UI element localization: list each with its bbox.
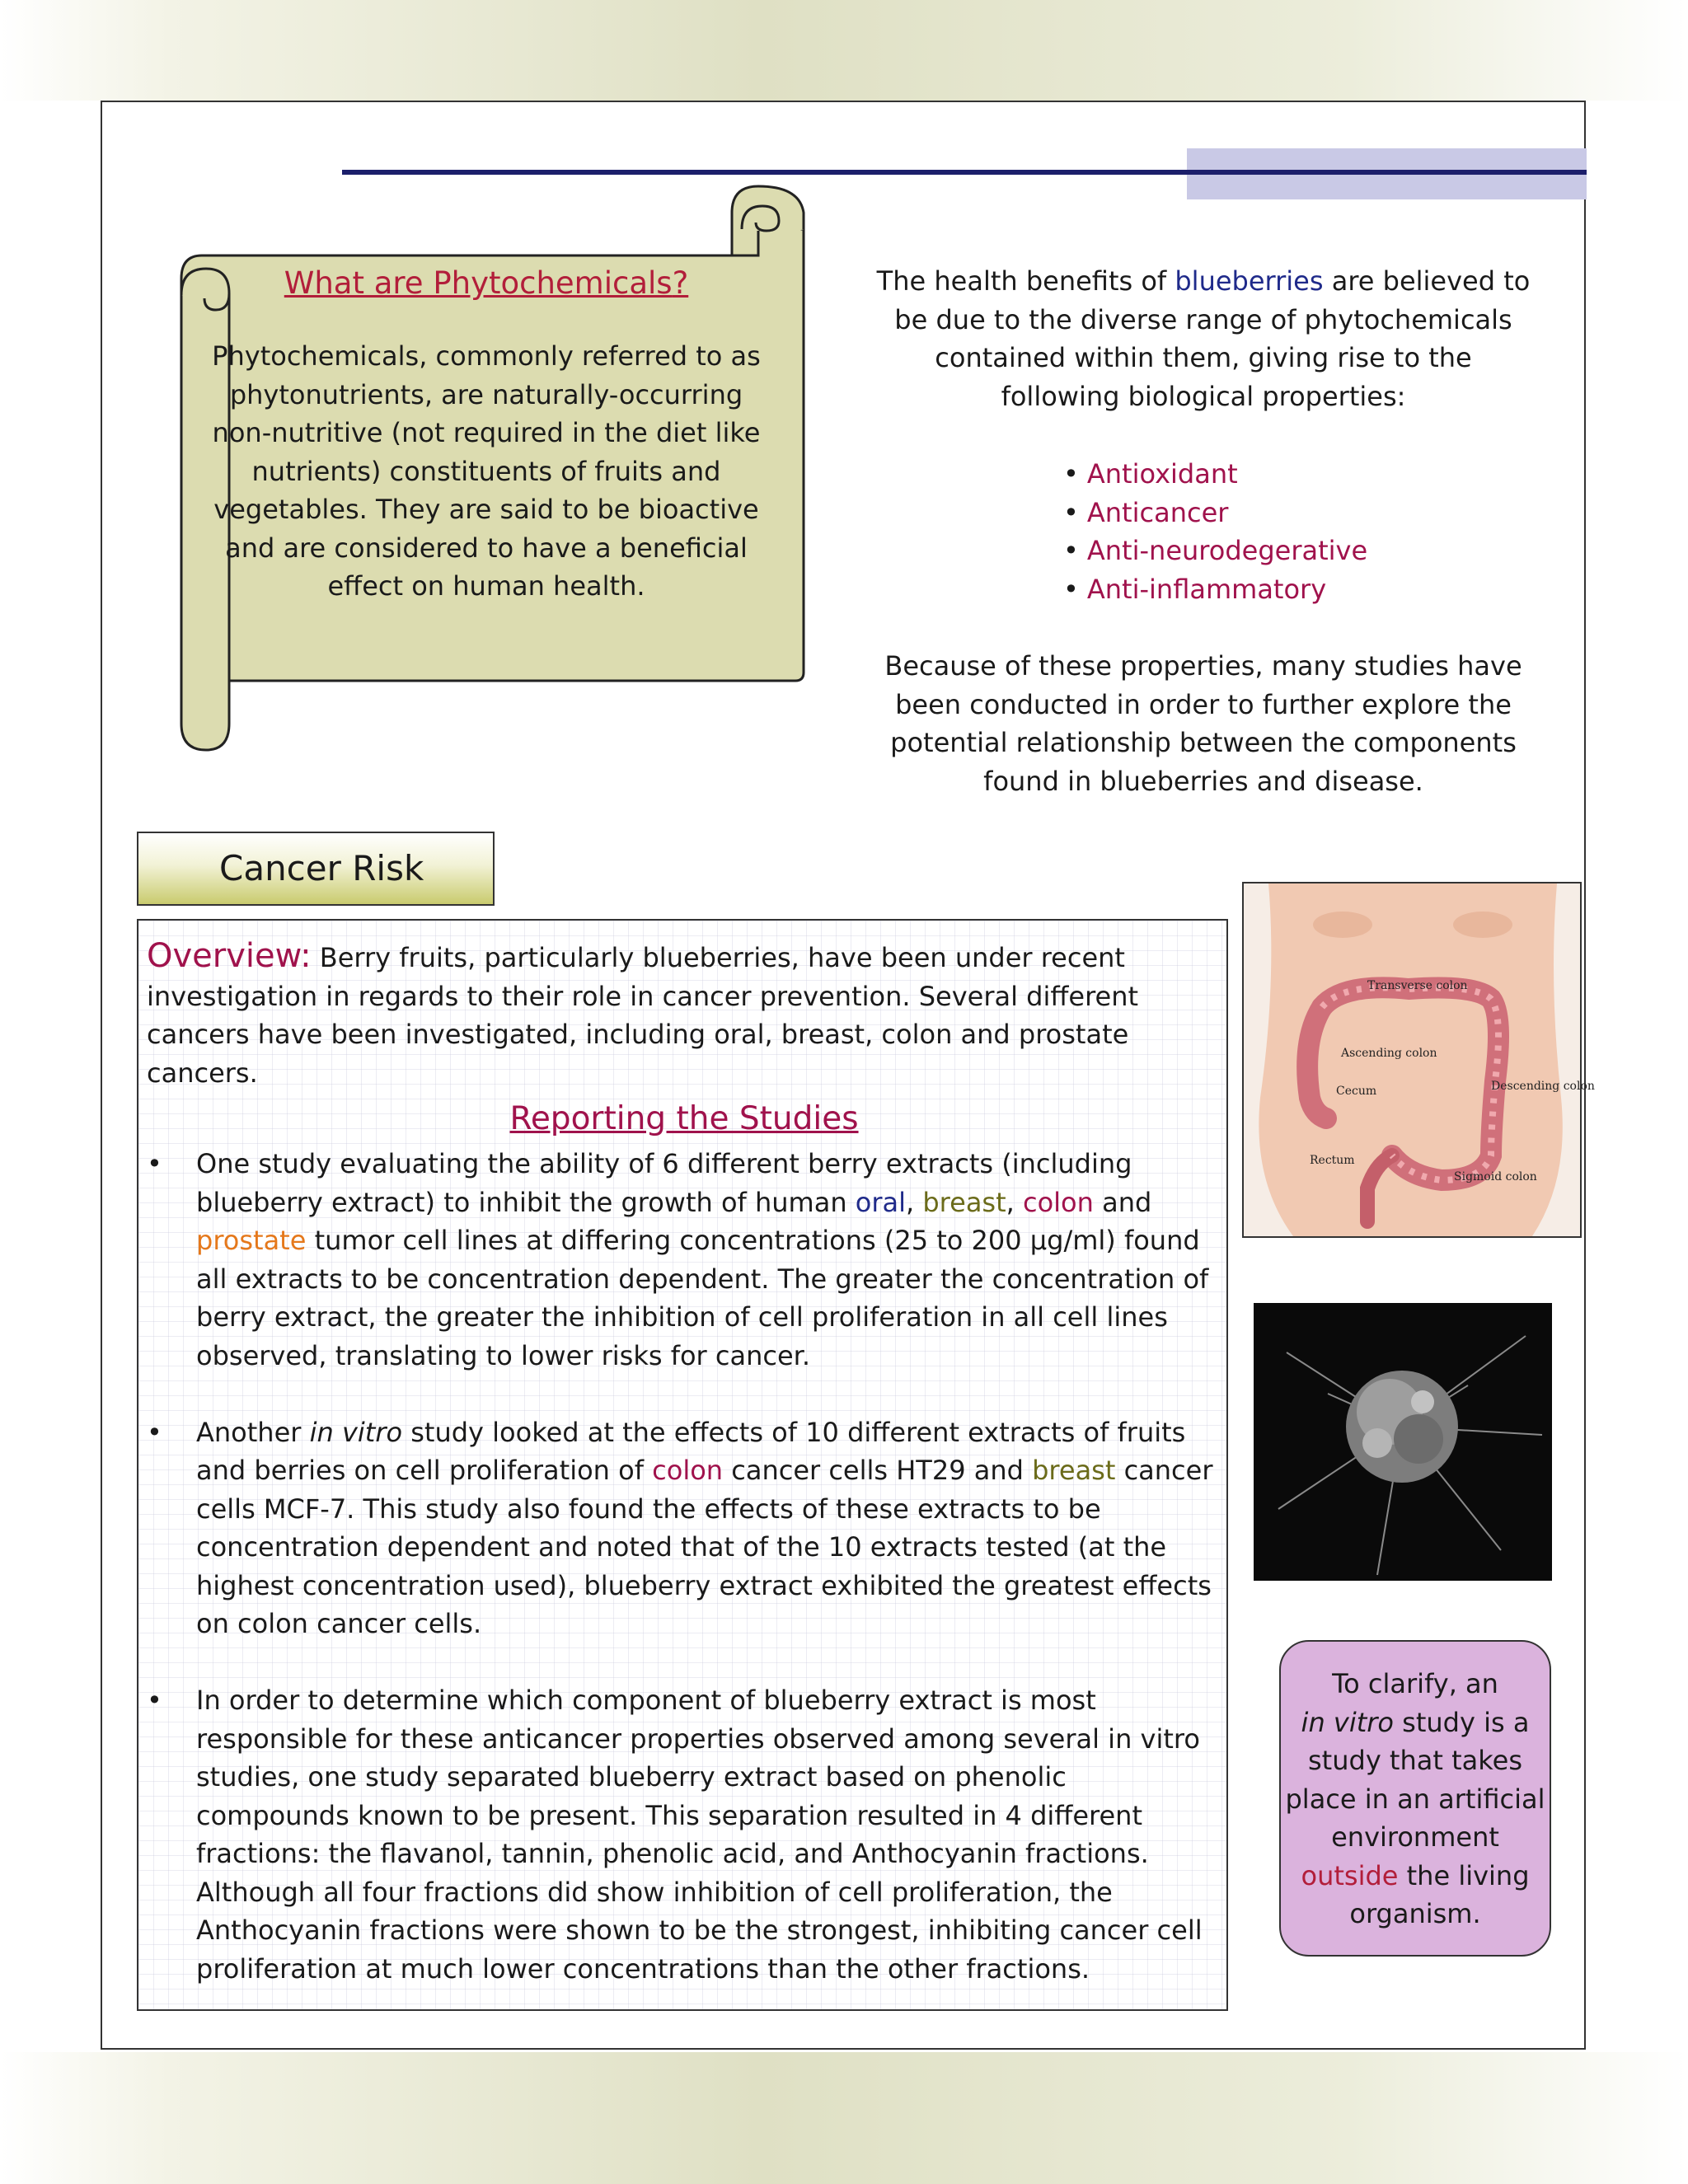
study-item — [147, 1681, 1218, 1988]
header-rule — [342, 170, 1587, 175]
phytochemicals-box — [206, 265, 767, 606]
colon-anatomy-drawing — [1244, 883, 1595, 1236]
intro-text-1: The health benefits of — [876, 265, 1175, 297]
study3-text: In order to determine which component of blueberry extract is most responsible for these anticancer properties observed among several in vitro studies, one study separated blueberry extract based on phenolic compounds known to be present. This separation resulted in 4 different fractions: the flavanol, tannin, phenolic acid, and Anthocyanin fractions. Although all four fractions did show inhibition of cell proliferation, the Anthocyanin fractions were shown to be the strongest, inhibiting cancer cell proliferation at much lower concentrations than the other fractions. — [196, 1685, 1203, 1985]
study2-breast: breast — [1032, 1455, 1116, 1486]
study2-colon: colon — [652, 1455, 724, 1486]
cancer-risk-panel — [137, 919, 1228, 2011]
clarify-text-a: To clarify, an — [1332, 1668, 1498, 1699]
studies-list — [147, 1145, 1218, 2027]
overview-paragraph — [147, 937, 1218, 1092]
clarify-in-vitro: in vitro — [1301, 1706, 1394, 1738]
phytochemicals-title — [206, 265, 767, 301]
phytochemicals-title-mark: ? — [672, 265, 689, 301]
property-item: • Anti-inflammatory — [1063, 570, 1367, 609]
bullet-dot: • — [147, 1148, 162, 1179]
study2-text-b: study looked at the effects of 10 different extracts of fruits and berries on cell proliferation of — [196, 1416, 1186, 1486]
study2-text-d: cancer cells MCF-7. This study also found the effects of these extracts to be concentration dependent and noted that of the 10 extracts tested (at the highest concentration used), blueberry extract exhibited the greatest effects on colon cancer cells. — [196, 1455, 1213, 1639]
study1-oral: oral — [855, 1186, 907, 1218]
phytochemicals-definition: Phytochemicals, commonly referred to as phytonutrients, are naturally-occurring non-nutritive (not required in the diet like nutrients) constituents of fruits and vegetables. They are said to be bioactive and are considered to have a beneficial effect on human health. — [212, 340, 761, 602]
cancer-cell-image — [1254, 1303, 1552, 1581]
studies-intro: Because of these properties, many studies have been conducted in order to further explore the potential relationship between the components found in blueberries and disease. — [884, 650, 1522, 797]
label-rectum: Rectum — [1310, 1154, 1355, 1167]
phytochemicals-title-text: What are Phytochemicals — [284, 265, 673, 301]
label-transverse-colon: Transverse colon — [1367, 979, 1468, 992]
property-item: • Anticancer — [1063, 494, 1367, 532]
label-descending-colon: Descending colon — [1491, 1080, 1595, 1093]
health-benefits-intro — [874, 262, 1533, 415]
study1-prostate: prostate — [196, 1225, 307, 1256]
top-decor-band — [0, 0, 1688, 101]
cancer-cell-drawing — [1254, 1303, 1552, 1581]
properties-list — [1063, 455, 1367, 608]
in-vitro-note — [1279, 1640, 1551, 1957]
overview-text: Berry fruits, particularly blueberries, have been under recent investigation in regards to their role in cancer prevention. Several different cancers have been investigated, including oral, breast, colon and prostate cancers. — [147, 942, 1139, 1089]
property-item: • Antioxidant — [1063, 455, 1367, 494]
intro-blueberries: blueberries — [1175, 265, 1324, 297]
study2-text-a: Another — [196, 1416, 310, 1448]
bottom-decor-band — [0, 2052, 1688, 2184]
overview-label: Overview: — [147, 937, 312, 975]
study1-breast: breast — [922, 1186, 1006, 1218]
property-item: • Anti-neurodegerative — [1063, 532, 1367, 570]
clarify-text-c: the living organism. — [1349, 1859, 1530, 1929]
clarify-text-b: study is a study that takes place in an artificial environment — [1285, 1706, 1545, 1853]
section-title-cancer-risk: Cancer Risk — [137, 832, 495, 906]
reporting-studies-heading: Reporting the Studies — [509, 1100, 859, 1137]
study-item — [147, 1145, 1218, 1375]
label-sigmoid-colon: Sigmoid colon — [1454, 1170, 1537, 1183]
clarify-outside: outside — [1301, 1859, 1399, 1891]
bullet-dot: • — [147, 1685, 162, 1716]
study1-sep2: , — [1006, 1186, 1023, 1218]
intro-text-2: are believed to be due to the diverse range of phytochemicals contained within them, giving rise to the following biological properties: — [894, 265, 1531, 412]
study-item — [147, 1413, 1218, 1643]
study2-text-c: cancer cells HT29 and — [723, 1455, 1033, 1486]
study1-colon: colon — [1022, 1186, 1094, 1218]
label-cecum: Cecum — [1336, 1085, 1377, 1098]
bullet-dot: • — [147, 1416, 162, 1448]
study1-sep1: , — [906, 1186, 923, 1218]
label-ascending-colon: Ascending colon — [1341, 1047, 1437, 1060]
colon-anatomy-image — [1242, 882, 1595, 1238]
study1-text-a: One study evaluating the ability of 6 different berry extracts (including blueberry extract) to inhibit the growth of human — [196, 1148, 1132, 1218]
study2-in-vitro: in vitro — [309, 1416, 403, 1448]
study1-and: and — [1093, 1186, 1152, 1218]
study1-text-b: tumor cell lines at differing concentrations (25 to 200 µg/ml) found all extracts to be concentration dependent. The greater the concentration of berry extract, the greater the inhibition of cell proliferation in all cell lines observed, translating to lower risks for cancer. — [196, 1225, 1209, 1371]
